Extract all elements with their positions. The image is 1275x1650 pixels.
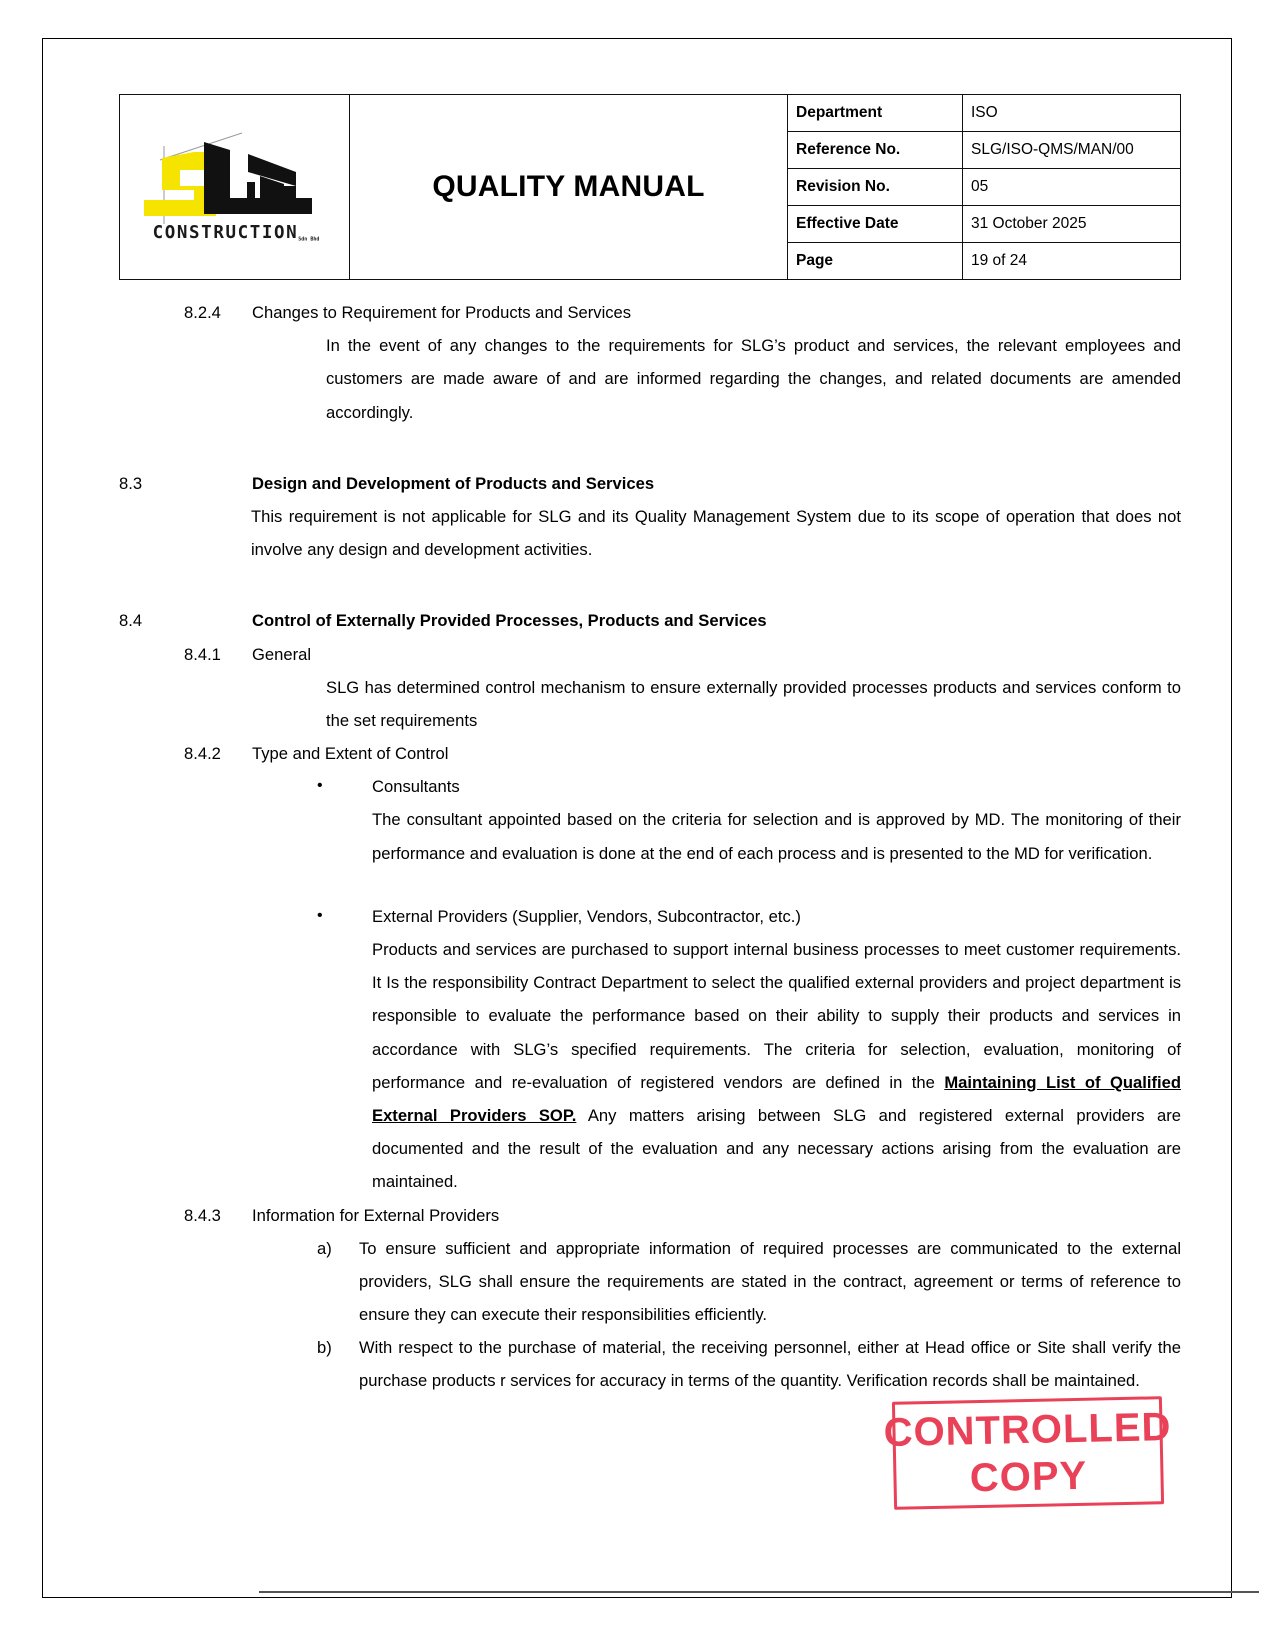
bullet-glyph-icon: • [317,777,323,795]
table-row [788,95,1180,132]
list-marker-b: b) [317,1338,332,1358]
bullet-external-providers [119,900,1181,933]
page-border [42,38,1232,1598]
meta-label-reference-no: Reference No. [788,132,963,169]
page-content [119,94,1241,1619]
slg-construction-logo [132,128,337,250]
section-heading: Changes to Requirement for Products and Services [252,303,632,322]
spacer [119,870,1181,900]
document-body [119,280,1181,1398]
page-title: QUALITY MANUAL [432,170,705,203]
section-heading: Type and Extent of Control [252,744,449,764]
section-8-4-2-heading [119,737,1181,770]
sop-reference-emphasis: Maintaining List of Qualified External Providers SOP. [372,1072,1181,1125]
metadata-table [788,95,1180,279]
section-8-3-heading [119,467,1181,500]
table-row [788,169,1180,206]
meta-value-page: 19 of 24 [963,243,1181,280]
section-8-3-body: This requirement is not applicable for SLG and its Quality Management System due to its scope of operation that does not involve any design and development activities. [251,506,1181,560]
meta-value-effective-date: 31 October 2025 [963,206,1181,243]
section-8-2-4-heading [119,296,1181,329]
bullet-consultants [119,770,1181,803]
footer-divider [259,1591,1259,1593]
meta-label-effective-date: Effective Date [788,206,963,243]
section-8-2-4-body: In the event of any changes to the requirements for SLG’s product and services, the relevant employees and customers are made aware of and are informed regarding the changes, and related documents are amended accordingly. [326,336,1181,422]
bullet-external-providers-body [372,933,1181,1199]
body-text-part2: Any matters arising between SLG and registered external providers are documented and the result of the evaluation and any necessary actions arising from the evaluation are maintained. [372,1105,1181,1192]
document-header [119,94,1181,280]
controlled-copy-stamp [883,1396,1172,1510]
section-heading: Design and Development of Products and Services [252,473,655,493]
section-8-4-1-heading [119,638,1181,671]
meta-label-revision-no: Revision No. [788,169,963,206]
list-item [119,1232,1181,1332]
meta-value-revision-no: 05 [963,169,1181,206]
section-heading: Information for External Providers [252,1205,500,1225]
bullet-consultants-body: The consultant appointed based on the criteria for selection and is approved by MD. The monitoring of their performance and evaluation is done at the end of each process and is presented to the MD for verification. [372,810,1181,863]
meta-label-page: Page [788,243,963,280]
section-heading: General [252,644,312,664]
section-number: 8.4.1 [184,644,221,664]
table-row [788,243,1180,280]
list-item-text: With respect to the purchase of material, the receiving personnel, either at Head office or Site shall verify the purchase products r services for accuracy in terms of the quantity. Verification records shall be maintained. [359,1338,1181,1391]
table-row [788,206,1180,243]
section-number: 8.4.2 [184,744,221,764]
section-number: 8.2.4 [184,303,221,322]
list-item-text: To ensure sufficient and appropriate information of required processes are communicated to the external providers, SLG shall ensure the requirements are stated in the contract, agreement or terms of reference to ensure they can execute their responsibilities efficiently. [359,1238,1181,1325]
bullet-title: Consultants [372,777,460,797]
metadata-cell [788,95,1180,279]
logo-subtitle: CONSTRUCTIONSdn Bhd [152,222,320,243]
list-item [119,1331,1181,1397]
meta-value-department: ISO [963,95,1181,132]
stamp-line-1: CONTROLLED [883,1404,1172,1455]
spacer [119,566,1181,604]
title-cell [350,95,788,279]
bullet-glyph-icon: • [317,906,323,924]
meta-value-reference-no: SLG/ISO-QMS/MAN/00 [963,132,1181,169]
section-heading: Control of Externally Provided Processes, Products and Services [252,611,767,631]
logo-cell [120,95,350,279]
bullet-title: External Providers (Supplier, Vendors, Subcontractor, etc.) [372,906,801,926]
body-text-part1: Products and services are purchased to support internal business processes to meet customer requirements. It Is the responsibility Contract Department to select the qualified external providers and project department is responsible to evaluate the performance based on their ability to supply their products and services in accordance with SLG’s specified requirements. The criteria for selection, evaluation, monitoring of performance and re-evaluation of registered vendors are defined in the [372,940,1181,1092]
stamp-line-2: COPY [969,1453,1088,1500]
logo-subtitle-suffix: Sdn Bhd [298,236,320,242]
table-row [788,132,1180,169]
spacer [119,429,1181,467]
section-number: 8.4 [119,611,143,631]
list-marker-a: a) [317,1238,332,1258]
section-8-4-3-heading [119,1199,1181,1232]
meta-label-department: Department [788,95,963,132]
section-8-4-1-body: SLG has determined control mechanism to ensure externally provided processes products and services conform to the set requirements [326,677,1181,730]
section-number: 8.3 [119,473,143,493]
section-8-4-heading [119,604,1181,637]
section-number: 8.4.3 [184,1205,221,1225]
